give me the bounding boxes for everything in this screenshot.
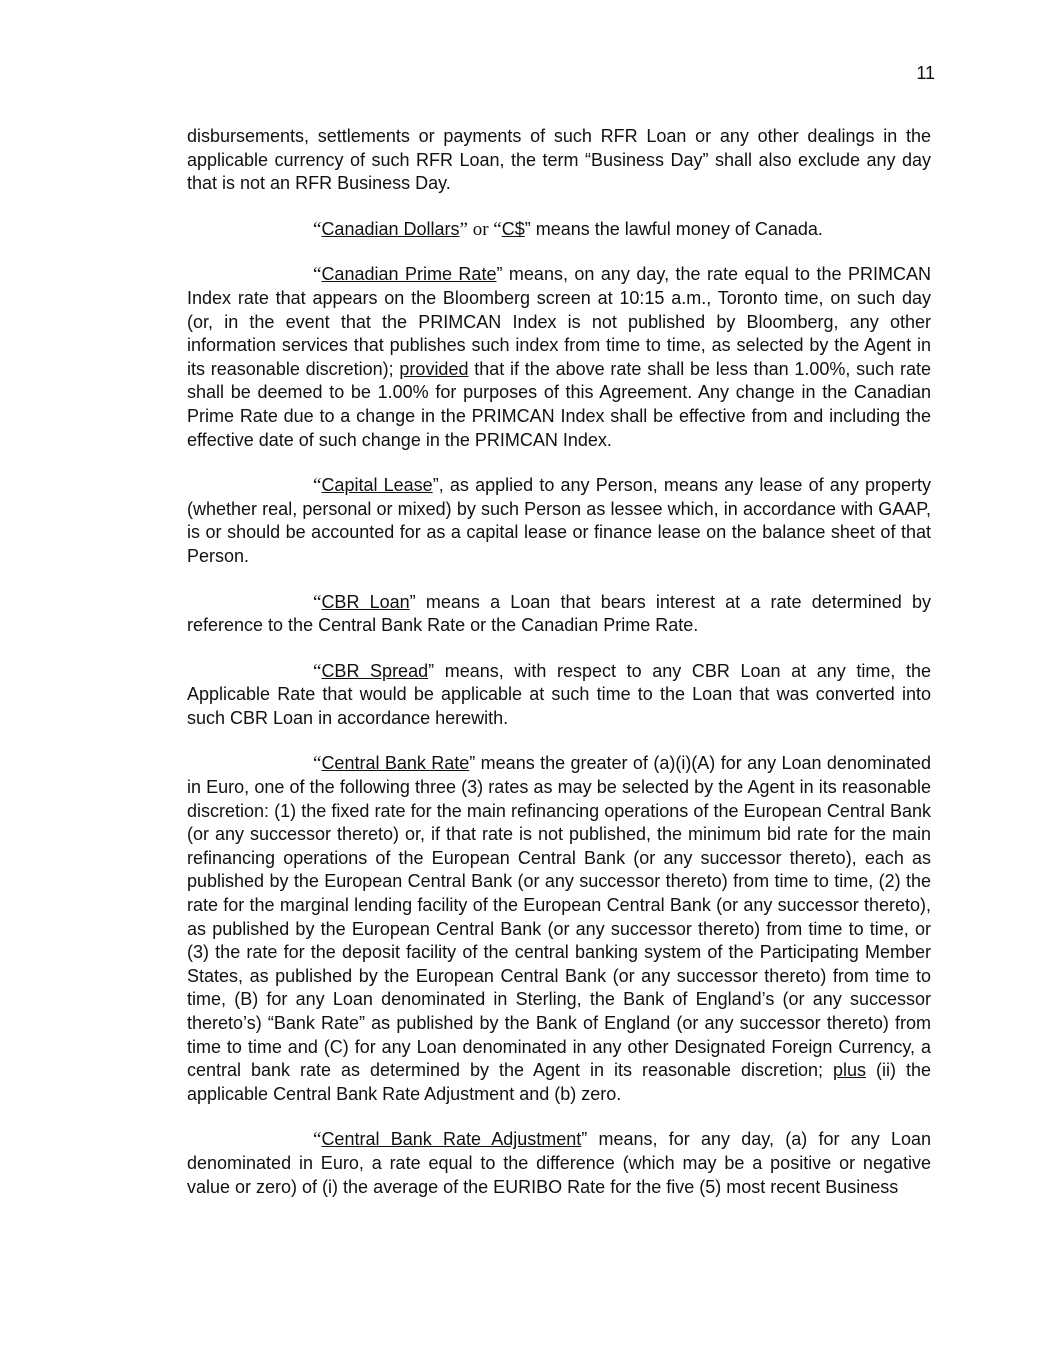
definition-text: ” means, for any day, (a) for any Loan denominated in Euro, a rate equal to the difference (which may be a positive or negative value or zero) of (i) the average of the EURIBO Rate for the five (5) most recent Business (187, 1129, 931, 1197)
definition-text: that if the above rate shall be less than 1.00%, such rate shall be deemed to be 1.00% for purposes of this Agreement. Any change in the Canadian Prime Rate due to a change in the PRIMCAN Index shall be effective from and including the effective date of such change in the PRIMCAN Index. (187, 358, 931, 450)
definition-text: ” means, with respect to any CBR Loan at any time, the Applicable Rate that would be applicable at such time to the Loan that was converted into such CBR Loan in accordance herewith. (187, 660, 931, 728)
document-body (187, 125, 931, 1221)
defined-term: Canadian Dollars (321, 218, 460, 239)
provided-keyword: provided (399, 358, 469, 379)
open-quote: “ (313, 218, 322, 240)
text-fragment: ” or “ (459, 218, 502, 240)
plus-keyword: plus (833, 1060, 867, 1081)
defined-term: Capital Lease (321, 475, 433, 496)
defined-term: CBR Loan (321, 591, 410, 612)
definition-text: ” means the greater of (a)(i)(A) for any Loan denominated in Euro, one of the following three (3) rates as may be selected by the Agent in its reasonable discretion: (1) the fixed rate for the main refinancing operations of the European Central Bank (or any successor thereto) or, if that rate is not published, the minimum bid rate for the main refinancing operations of the European Central Bank (or any successor thereto), each as published by the European Central Bank (or any successor thereto) from time to time, (2) the rate for the marginal lending facility of the European Central Bank (or any successor thereto), as published by the European Central Bank (or any successor thereto) from time to time, or (3) the rate for the deposit facility of the central banking system of the Participating Member States, as published by the European Central Bank (or any successor thereto) from time to time, (B) for any Loan denominated in Sterling, the Bank of England’s (or any successor thereto’s) “Bank Rate” as published by the Bank of England (or any successor thereto) from time to time and (C) for any Loan denominated in any other Designated Foreign Currency, a central bank rate as determined by the Agent in its reasonable discretion; (187, 753, 932, 1081)
paragraph-business-day-continuation: disbursements, settlements or payments of such RFR Loan or any other dealings in the applicable currency of such RFR Loan, the term “Business Day” shall also exclude any day that is not an RFR Business Day. (187, 126, 931, 194)
defined-term: Central Bank Rate Adjustment (321, 1129, 582, 1150)
definition-text: ” means, on any day, the rate equal to the PRIMCAN Index rate that appears on the Bloomberg screen at 10:15 a.m., Toronto time, on such day (or, in the event that the PRIMCAN Index is not published by Bloomberg, any other information services that publishes such index from time to time, as selected by the Agent in its reasonable discretion); (187, 264, 931, 379)
page-number: 11 (916, 63, 935, 83)
definition-text: ” means a Loan that bears interest at a rate determined by reference to the Central Bank Rate or the Canadian Prime Rate. (187, 591, 931, 636)
defined-term: Central Bank Rate (321, 753, 470, 774)
open-quote: “ (313, 660, 322, 682)
definition-text: ”, as applied to any Person, means any lease of any property (whether real, personal or mixed) by such Person as lessee which, in accordance with GAAP, is or should be accounted for as a capital lease or finance lease on the balance sheet of that Person. (187, 475, 932, 566)
definition-capital-lease (187, 474, 931, 568)
definition-cbr-spread (187, 660, 931, 731)
definition-text: (ii) the applicable Central Bank Rate Adjustment and (b) zero. (187, 1060, 931, 1104)
open-quote: “ (313, 475, 322, 497)
definition-canadian-prime-rate (187, 263, 931, 452)
definition-central-bank-rate-adjustment (187, 1128, 931, 1199)
open-quote: “ (313, 591, 322, 613)
open-quote: “ (313, 753, 322, 775)
open-quote: “ (313, 264, 322, 286)
definition-text: ” means the lawful money of Canada. (524, 218, 823, 239)
defined-term: CBR Spread (321, 660, 429, 681)
definition-central-bank-rate (187, 752, 931, 1106)
definition-cbr-loan (187, 591, 931, 638)
open-quote: “ (313, 1129, 322, 1151)
defined-term: C$ (501, 218, 525, 239)
defined-term: Canadian Prime Rate (321, 264, 497, 285)
definition-canadian-dollars (187, 218, 931, 242)
